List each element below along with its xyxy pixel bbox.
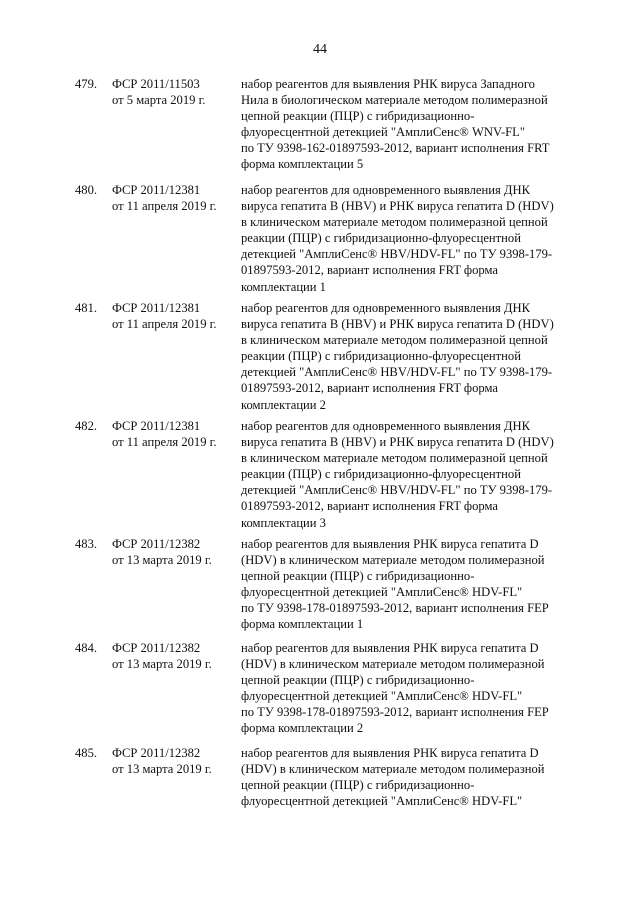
description-line: в клиническом материале методом полимеразной цепной xyxy=(241,451,548,466)
registration-date: от 13 марта 2019 г. xyxy=(112,657,212,672)
description-line: детекцией "АмплиСенс® HBV/HDV-FL" по ТУ 9398-179- xyxy=(241,247,553,262)
description-line: форма комплектации 1 xyxy=(241,617,364,632)
description-line: 01897593-2012, вариант исполнения FRT форма xyxy=(241,381,498,396)
description-line: в клиническом материале методом полимеразной цепной xyxy=(241,215,548,230)
description-line: флуоресцентной детекцией "АмплиСенс® WNV-FL" xyxy=(241,125,525,140)
entry-number: 485. xyxy=(75,746,98,760)
registration-info xyxy=(112,300,230,332)
description-line: в клиническом материале методом полимеразной цепной xyxy=(241,333,548,348)
registration-info xyxy=(112,536,230,568)
description-line: вируса гепатита В (HBV) и РНК вируса гепатита D (HDV) xyxy=(241,199,554,214)
registration-info xyxy=(112,418,230,450)
description-line: форма комплектации 5 xyxy=(241,157,364,172)
description-line: 01897593-2012, вариант исполнения FRT форма xyxy=(241,263,498,278)
entry-description xyxy=(241,536,571,633)
registration-date: от 11 апреля 2019 г. xyxy=(112,199,217,214)
description-line: флуоресцентной детекцией "АмплиСенс® HDV-FL" xyxy=(241,794,523,809)
description-line: флуоресцентной детекцией "АмплиСенс® HDV-FL" xyxy=(241,689,523,704)
description-line: цепной реакции (ПЦР) с гибридизационно- xyxy=(241,109,475,124)
registration-info xyxy=(112,640,230,672)
description-line: форма комплектации 2 xyxy=(241,721,364,736)
description-line: детекцией "АмплиСенс® HBV/HDV-FL" по ТУ 9398-179- xyxy=(241,483,553,498)
entry-number: 481. xyxy=(75,301,98,315)
registration-number: ФСР 2011/12381 xyxy=(112,183,201,197)
description-line: детекцией "АмплиСенс® HBV/HDV-FL" по ТУ 9398-179- xyxy=(241,365,553,380)
description-line: по ТУ 9398-162-01897593-2012, вариант исполнения FRT xyxy=(241,141,550,156)
description-line: (HDV) в клиническом материале методом полимеразной xyxy=(241,762,545,777)
description-line: реакции (ПЦР) с гибридизационно-флуоресцентной xyxy=(241,231,521,246)
description-line: по ТУ 9398-178-01897593-2012, вариант исполнения FEP xyxy=(241,705,549,720)
entry-description xyxy=(241,182,571,295)
registration-date: от 5 марта 2019 г. xyxy=(112,93,206,108)
registration-date: от 11 апреля 2019 г. xyxy=(112,435,217,450)
registration-number: ФСР 2011/12381 xyxy=(112,419,201,433)
entry-description xyxy=(241,640,571,737)
description-line: (HDV) в клиническом материале методом полимеразной xyxy=(241,657,545,672)
description-line: цепной реакции (ПЦР) с гибридизационно- xyxy=(241,778,475,793)
description-line: набор реагентов для выявления РНК вируса гепатита D xyxy=(241,537,539,551)
description-line: комплектации 3 xyxy=(241,515,326,530)
entry-number: 480. xyxy=(75,183,98,197)
description-line: набор реагентов для одновременного выявления ДНК xyxy=(241,301,531,315)
registration-date: от 13 марта 2019 г. xyxy=(112,762,212,777)
registration-info xyxy=(112,182,230,214)
description-line: комплектации 1 xyxy=(241,279,326,294)
description-line: по ТУ 9398-178-01897593-2012, вариант исполнения FEP xyxy=(241,601,549,616)
registration-info xyxy=(112,76,230,108)
description-line: цепной реакции (ПЦР) с гибридизационно- xyxy=(241,569,475,584)
registration-info xyxy=(112,745,230,777)
registration-number: ФСР 2011/11503 xyxy=(112,77,200,91)
entry-description xyxy=(241,76,571,173)
description-line: набор реагентов для одновременного выявления ДНК xyxy=(241,419,531,433)
description-line: реакции (ПЦР) с гибридизационно-флуоресцентной xyxy=(241,467,521,482)
registration-number: ФСР 2011/12381 xyxy=(112,301,201,315)
registration-number: ФСР 2011/12382 xyxy=(112,746,201,760)
entry-number: 483. xyxy=(75,537,98,551)
description-line: набор реагентов для одновременного выявления ДНК xyxy=(241,183,531,197)
description-line: набор реагентов для выявления РНК вируса Западного xyxy=(241,77,535,91)
description-line: 01897593-2012, вариант исполнения FRT форма xyxy=(241,499,498,514)
description-line: комплектации 2 xyxy=(241,397,326,412)
description-line: Нила в биологическом материале методом полимеразной xyxy=(241,93,548,108)
description-line: набор реагентов для выявления РНК вируса гепатита D xyxy=(241,746,539,760)
description-line: вируса гепатита В (HBV) и РНК вируса гепатита D (HDV) xyxy=(241,317,554,332)
description-line: (HDV) в клиническом материале методом полимеразной xyxy=(241,553,545,568)
entry-number: 482. xyxy=(75,419,98,433)
registration-number: ФСР 2011/12382 xyxy=(112,641,201,655)
entry-description xyxy=(241,300,571,413)
entry-description xyxy=(241,418,571,531)
description-line: цепной реакции (ПЦР) с гибридизационно- xyxy=(241,673,475,688)
registration-number: ФСР 2011/12382 xyxy=(112,537,201,551)
description-line: вируса гепатита В (HBV) и РНК вируса гепатита D (HDV) xyxy=(241,435,554,450)
description-line: флуоресцентной детекцией "АмплиСенс® HDV-FL" xyxy=(241,585,523,600)
entry-description xyxy=(241,745,571,809)
registration-date: от 13 марта 2019 г. xyxy=(112,553,212,568)
entry-number: 479. xyxy=(75,77,98,91)
page-number: 44 xyxy=(313,42,327,57)
description-line: набор реагентов для выявления РНК вируса гепатита D xyxy=(241,641,539,655)
registration-date: от 11 апреля 2019 г. xyxy=(112,317,217,332)
entry-number: 484. xyxy=(75,641,98,655)
description-line: реакции (ПЦР) с гибридизационно-флуоресцентной xyxy=(241,349,521,364)
